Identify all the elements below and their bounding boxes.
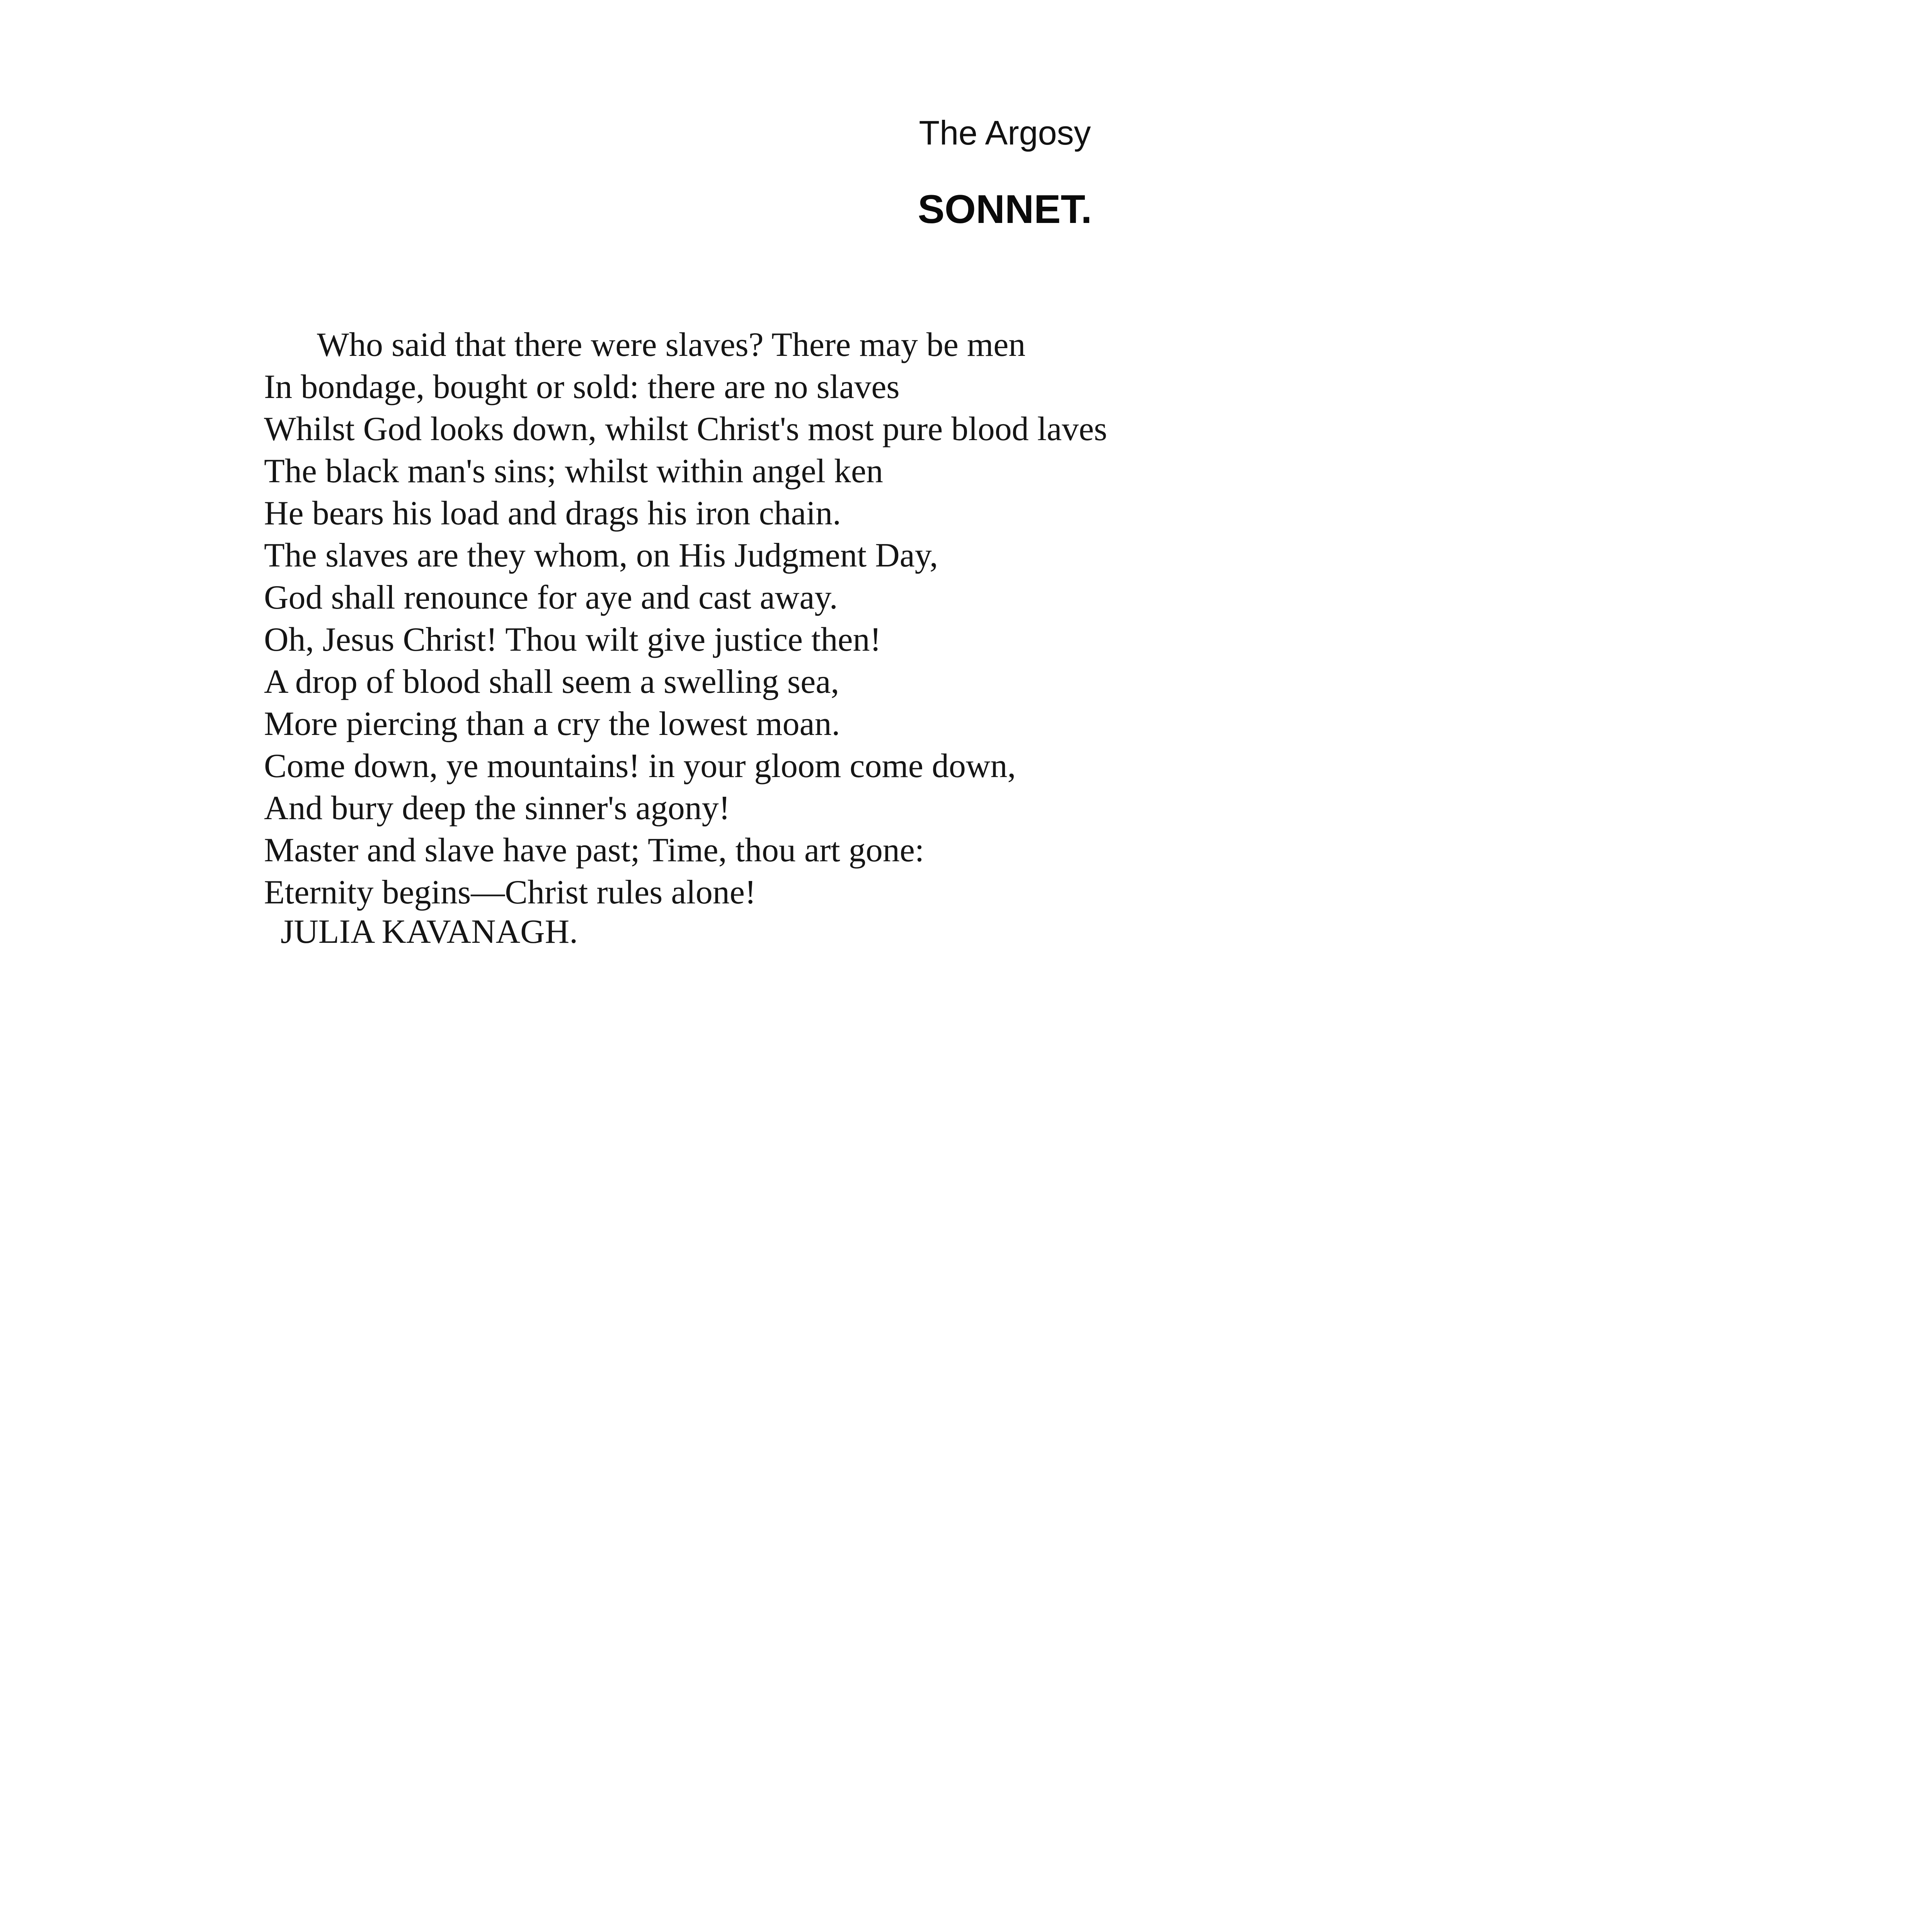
poem-line: A drop of blood shall seem a swelling sea, xyxy=(264,663,839,701)
poem-body xyxy=(264,324,1655,913)
poem-line: Eternity begins—Christ rules alone! xyxy=(264,874,756,911)
poem-line: And bury deep the sinner's agony! xyxy=(264,789,730,827)
poem-title: SONNET. xyxy=(918,187,1092,232)
poem-line: He bears his load and drags his iron chain. xyxy=(264,495,841,532)
poem-line: Oh, Jesus Christ! Thou wilt give justice then! xyxy=(264,621,881,658)
poem-line: The black man's sins; whilst within angel ken xyxy=(264,452,884,490)
poem-line: Master and slave have past; Time, thou art gone: xyxy=(264,832,924,869)
poem-line: In bondage, bought or sold: there are no slaves xyxy=(264,368,900,406)
poem-line: God shall renounce for aye and cast away. xyxy=(264,579,838,616)
poem-line: More piercing than a cry the lowest moan. xyxy=(264,705,840,743)
poem-line: Come down, ye mountains! in your gloom come down, xyxy=(264,747,1016,785)
running-head: The Argosy xyxy=(919,114,1091,152)
poem-line: Whilst God looks down, whilst Christ's most pure blood laves xyxy=(264,410,1107,448)
poem-line: Who said that there were slaves? There may be men xyxy=(317,326,1026,364)
poem-line: The slaves are they whom, on His Judgment Day, xyxy=(264,537,938,574)
author-signature: JULIA KAVANAGH. xyxy=(281,913,578,951)
